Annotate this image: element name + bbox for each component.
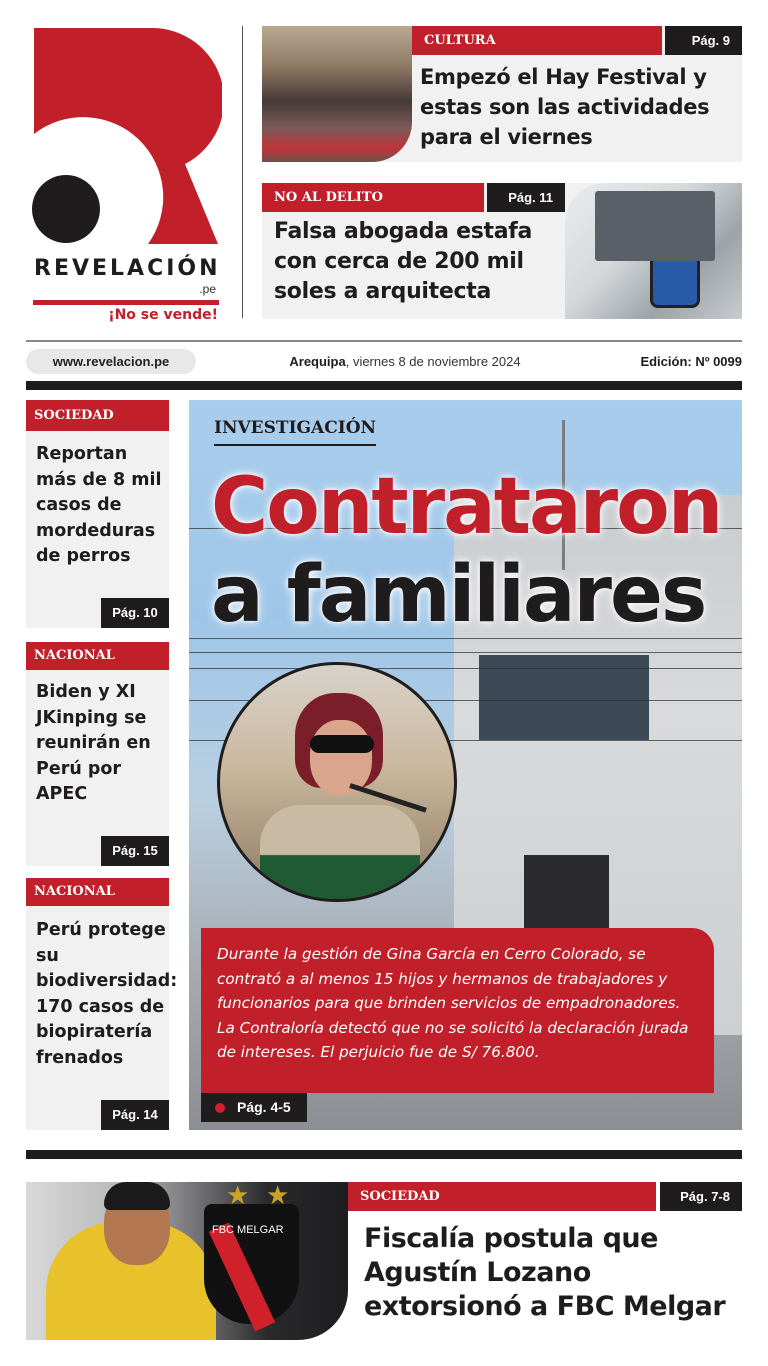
masthead-divider bbox=[242, 26, 243, 318]
power-line bbox=[189, 668, 742, 669]
hair-shape bbox=[104, 1182, 170, 1210]
page-ref: Pág. 11 bbox=[487, 183, 565, 212]
sidebar-story-3[interactable] bbox=[26, 878, 178, 1130]
sunglasses-shape bbox=[310, 735, 374, 753]
lozano-melgar-photo bbox=[26, 1182, 348, 1340]
bottom-headline: Fiscalía postula que Agustín Lozano extorsionó a FBC Melgar bbox=[364, 1223, 726, 1322]
brand-name: REVELACIÓN bbox=[34, 256, 221, 281]
sidebar-story-2[interactable] bbox=[26, 642, 169, 866]
crest-label: FBC MELGAR bbox=[212, 1224, 284, 1236]
story-summary: Durante la gestión de Gina García en Cerro Colorado, se contrató a al menos 15 hijos y hermanos de trabajadores y funcionarios para que brinden servicios de empadronadores. La Contraloría detectó que no se solicitó la declaración jurada de intereses. El perjuicio fue de S/ 76.800. bbox=[201, 928, 714, 1093]
dateline-city: Arequipa bbox=[289, 354, 346, 369]
page-ref: Pág. 10 bbox=[101, 598, 169, 628]
laptop-photo bbox=[565, 183, 742, 319]
teaser-cultura[interactable] bbox=[262, 26, 742, 162]
story-kicker: INVESTIGACIÓN bbox=[214, 418, 376, 446]
sidebar-story-1[interactable] bbox=[26, 400, 169, 628]
section-tag: NACIONAL bbox=[26, 642, 169, 670]
teaser-headline: Falsa abogada estafa con cerca de 200 mil soles a arquitecta bbox=[274, 219, 533, 304]
main-page-ref bbox=[201, 1093, 307, 1122]
website-link[interactable]: www.revelacion.pe bbox=[26, 349, 196, 374]
vest-shape bbox=[260, 805, 420, 902]
page-ref: Pág. 14 bbox=[101, 1100, 169, 1130]
laptop-screen-icon bbox=[595, 191, 715, 261]
star-icon: ★ bbox=[266, 1182, 290, 1210]
building-door bbox=[524, 855, 609, 930]
header-bar bbox=[26, 381, 742, 390]
sidebar-headline: Perú protege su biodiversidad: 170 casos de biopiratería frenados bbox=[36, 920, 178, 1068]
masthead-logo[interactable] bbox=[30, 24, 222, 324]
footer-bar bbox=[26, 1150, 742, 1159]
page-ref: Pág. 7-8 bbox=[660, 1182, 742, 1211]
sidebar-headline: Biden y XI JKinping se reunirán en Perú por APEC bbox=[36, 682, 151, 804]
section-tag: NACIONAL bbox=[26, 878, 169, 906]
power-line bbox=[189, 652, 742, 653]
main-headline-line1: Contrataron bbox=[211, 462, 722, 552]
main-headline-line2: a familiares bbox=[211, 550, 706, 640]
dateline bbox=[200, 349, 610, 374]
star-icon: ★ bbox=[226, 1182, 250, 1210]
festival-photo bbox=[262, 26, 412, 162]
main-story[interactable] bbox=[189, 400, 742, 1130]
teaser-no-al-delito[interactable] bbox=[262, 183, 742, 319]
dateline-date: , viernes 8 de noviembre 2024 bbox=[345, 354, 521, 369]
page-ref: Pág. 9 bbox=[665, 26, 742, 55]
logo-divider bbox=[33, 300, 219, 305]
section-tag: CULTURA bbox=[412, 26, 662, 55]
section-tag: SOCIEDAD bbox=[348, 1182, 656, 1211]
brand-slogan: ¡No se vende! bbox=[108, 307, 218, 323]
bullet-dot-icon bbox=[215, 1103, 225, 1113]
section-tag: NO AL DELITO bbox=[262, 183, 484, 212]
face-shape bbox=[310, 720, 372, 795]
logo-r-mark-icon bbox=[30, 24, 222, 249]
edition-number: Edición: Nº 0099 bbox=[640, 354, 742, 369]
sidebar-headline: Reportan más de 8 mil casos de mordeduras de perros bbox=[36, 444, 162, 566]
page-ref-label: Pág. 4-5 bbox=[237, 1099, 291, 1115]
brand-domain: .pe bbox=[199, 282, 216, 296]
page-ref: Pág. 15 bbox=[101, 836, 169, 866]
teaser-headline: Empezó el Hay Festival y estas son las actividades para el viernes bbox=[420, 65, 710, 149]
official-portrait-photo bbox=[217, 662, 457, 902]
top-rule bbox=[26, 340, 742, 342]
section-tag: SOCIEDAD bbox=[26, 400, 169, 431]
